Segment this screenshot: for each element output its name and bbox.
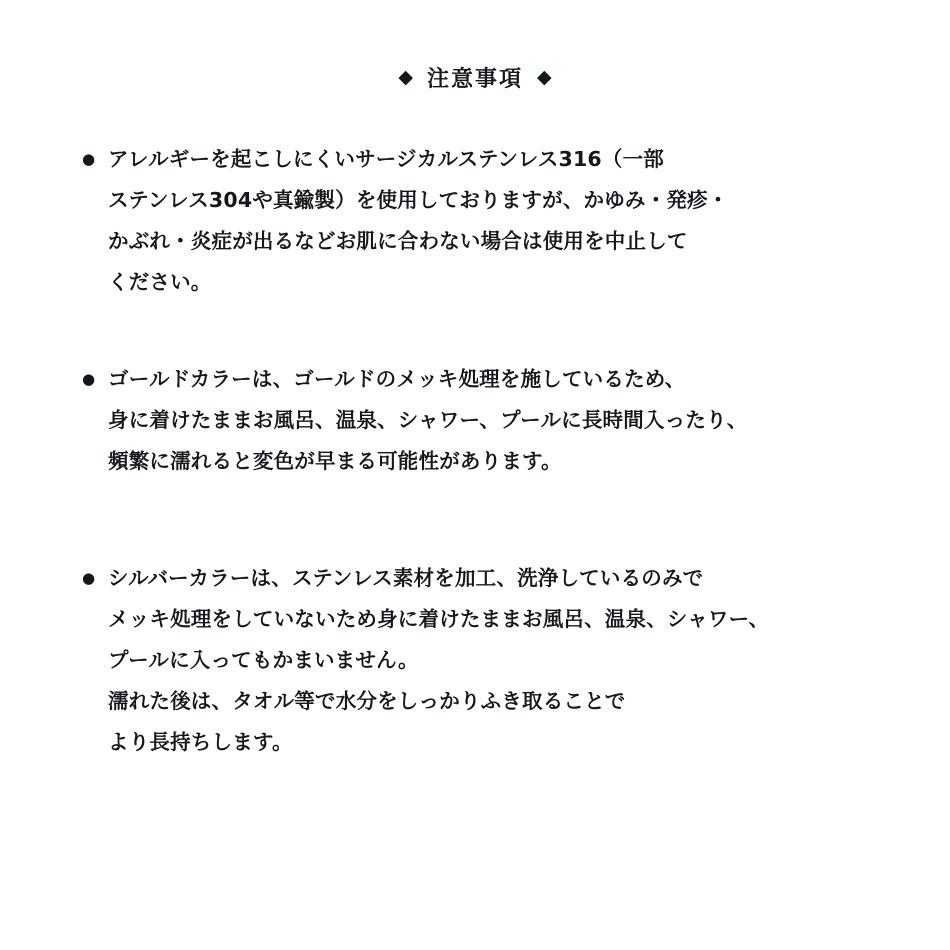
list-item bbox=[82, 139, 890, 303]
text-line: メッキ処理をしていないため身に着けたままお風呂、温泉、シャワー、 bbox=[108, 607, 770, 631]
text-line: ください。 bbox=[108, 270, 212, 294]
list-item-text bbox=[108, 558, 890, 763]
bullet-icon: ● bbox=[82, 150, 96, 168]
text-line: ゴールドカラーは、ゴールドのメッキ処理を施しているため、 bbox=[108, 367, 686, 391]
text-line: アレルギーを起こしにくいサージカルステンレス316（一部 bbox=[108, 147, 664, 171]
text-line: 頻繁に濡れると変色が早まる可能性があります。 bbox=[108, 449, 562, 473]
bullet-icon: ● bbox=[82, 370, 96, 388]
text-line: プールに入ってもかまいません。 bbox=[108, 648, 419, 672]
list-item-text bbox=[108, 359, 890, 482]
list-item bbox=[82, 359, 890, 482]
bullet-icon: ● bbox=[82, 569, 96, 587]
diamond-right-icon: ◆ bbox=[537, 66, 552, 88]
notice-list bbox=[60, 139, 890, 763]
text-line: 濡れた後は、タオル等で水分をしっかりふき取ることで bbox=[108, 689, 626, 713]
list-item-text bbox=[108, 139, 890, 303]
text-line: 身に着けたままお風呂、温泉、シャワー、プールに長時間入ったり、 bbox=[108, 408, 748, 432]
text-line: かぶれ・炎症が出るなどお肌に合わない場合は使用を中止して bbox=[108, 229, 688, 253]
page-title-text: 注意事項 bbox=[426, 67, 523, 92]
text-line: シルバーカラーは、ステンレス素材を加工、洗浄しているのみで bbox=[108, 566, 704, 590]
diamond-left-icon: ◆ bbox=[398, 66, 413, 88]
page-title bbox=[60, 62, 890, 93]
list-item bbox=[82, 558, 890, 763]
text-line: ステンレス304や真鍮製）を使用しておりますが、かゆみ・発疹・ bbox=[108, 188, 729, 212]
text-line: より長持ちします。 bbox=[108, 730, 293, 754]
